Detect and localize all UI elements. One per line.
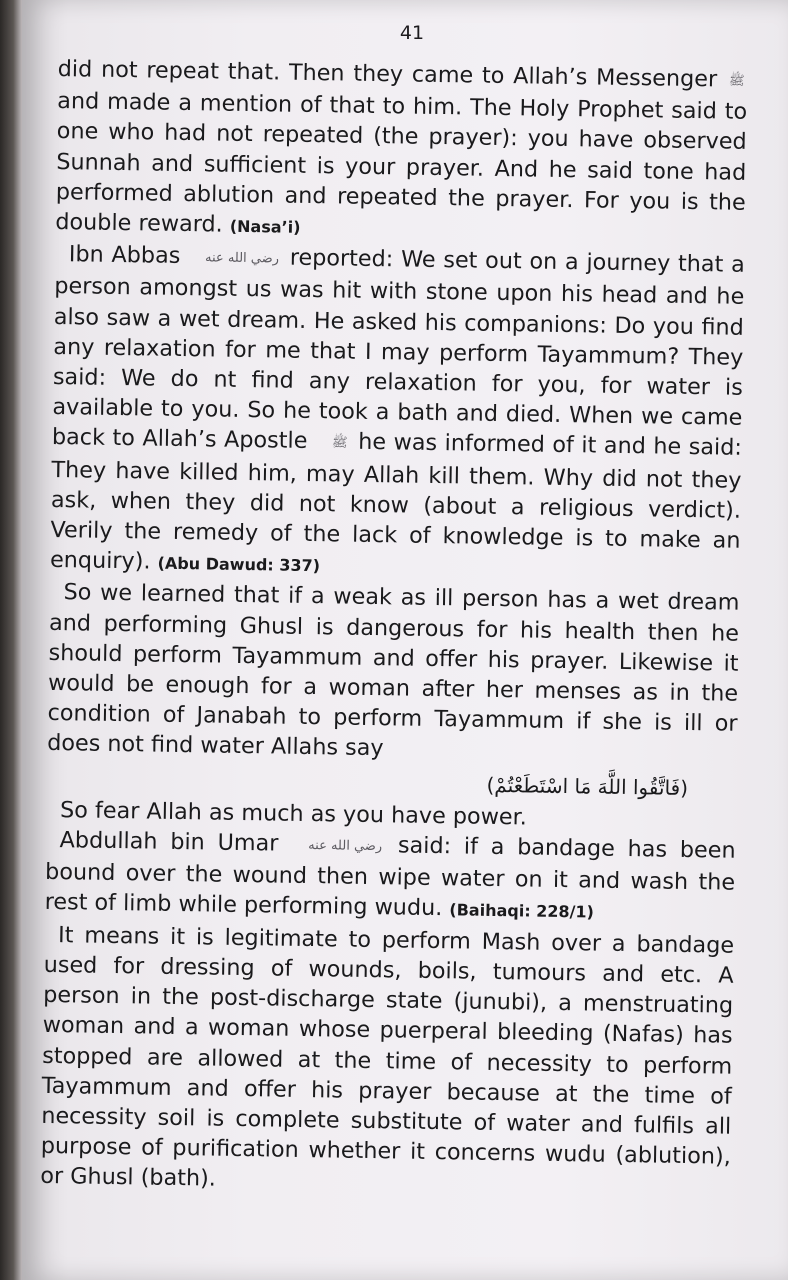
reference-citation: (Nasa’i) [229,216,301,237]
paragraph-2 [50,239,745,588]
text-segment: So we learned that if a weak as ill person has a wet dream and performing Ghusl is dangerous for his health then he should perform Tayammum and offer his prayer. Likewise it would be enough for a woman after her menses as in the condition of Janabah to perform Tayammum if she is ill or does not find water Allahs say [46,579,740,762]
text-segment: and made a mention of that to him. The Holy Prophet said to one who had not repeated (the prayer): you have observed Sunnah and sufficient is your prayer. And he said tone had performed ablution and repeated the prayer. For you is the double reward. [55,88,748,238]
reference-citation: (Abu Dawud: 337) [157,553,321,576]
paragraph-3 [47,577,740,769]
paragraph-1 [55,54,748,250]
arabic-text: (فَاتَّقُوا اللَّهَ مَا اسْتَطَعْتُمْ) [486,772,689,800]
honorific-mark: رضي الله عنه [204,250,280,267]
paragraph-5 [44,825,735,930]
text-segment: he was informed of it and he said: They have killed him, may Allah kill them. Why did not they ask, when they did not know (about a religious verdict). Verily the remedy of the lack of knowledge is to make an enquiry). [49,429,743,575]
text-segment: reported: We set out on a journey that a person amongst us was hit with stone upon his head and he also saw a wet dream. He asked his companions: Do you find any relaxation for me that I may perform Tayammum? They said: We do nt find any relaxation for you, for water is available to you. So he took a bath and died. When we came back to Allah’s Apostle [51,244,745,455]
text-segment: Ibn Abbas [68,241,189,270]
text-segment: So fear Allah as much as you have power. [59,797,528,831]
text-segment: did not repeat that. Then they came to Allah’s Messenger [57,55,727,93]
text-segment: It means it is legitimate to perform Mash over a bandage used for dressing of wounds, boils, tumours and etc. A person in the post-discharge state (junubi), a menstruating woman and a woman whose puerperal bleeding (Nafas) has stopped are allowed at the time of necessity to perform Tayammum and offer his prayer because at the time of necessity soil is complete substitute of water and fulfils all purpose of purification whether it concerns wudu (ablution), or Ghusl (bath). [40,921,735,1192]
text-segment: Abdullah bin Umar [59,827,292,857]
reference-citation: (Baihaqi: 228/1) [449,900,595,923]
honorific-mark: رضي الله عنه [308,838,383,855]
honorific-mark: ﷺ [728,73,745,89]
paragraph-6 [40,920,734,1203]
book-spine-shadow [0,0,22,1280]
page-number: 41 [399,22,425,44]
book-page [22,0,788,1280]
page-body [40,54,748,1202]
honorific-mark: ﷺ [331,435,348,452]
text-segment: said: if a bandage has been bound over the wound then wipe water on it and wash the rest of limb while performing wudu. [44,832,736,922]
